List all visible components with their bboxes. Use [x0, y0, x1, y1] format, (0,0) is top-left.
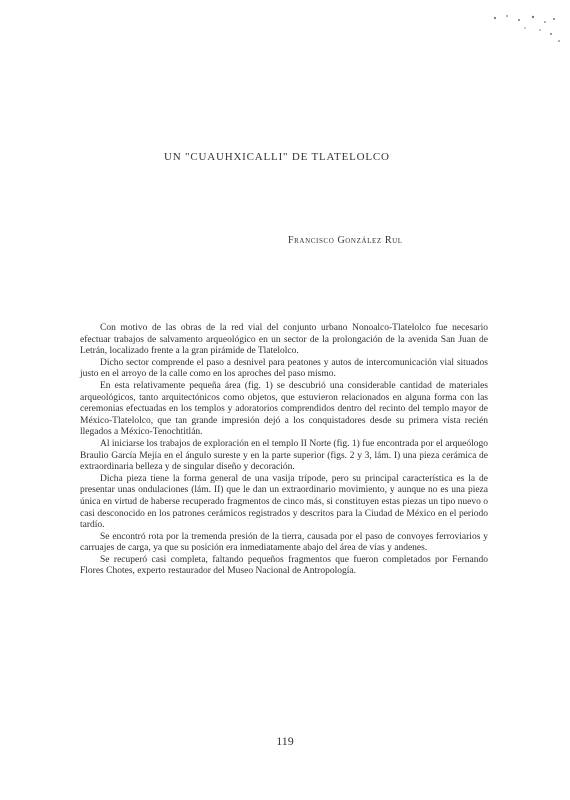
paragraph-1: Con motivo de las obras de la red vial del conjunto urbano Nonoalco-Tlatelolco fue necesario efectuar trabajos de salvamento arqueológico en un sector de la prolongación de la avenida San Juan de Letrán, localizado frente a la gran pirámide de Tlatelolco. — [80, 323, 488, 357]
scan-speckle-marks — [455, 10, 565, 50]
article-title: UN "CUAUHXICALLI" DE TLATELOLCO — [164, 151, 390, 163]
paragraph-3: En esta relativamente pequeña área (fig. 1) se descubrió una considerable cantidad de materiales arqueológicos, tanto arquitectónicos como objetos, que estuvieron relacionados en alguna forma con las ceremonias efectuadas en los templos y adoratorios comprendidos dentro del recinto del templo mayor de México-Tlatelolco, que tan grande impresión dejó a los conquistadores desde su primera vista recién llegados a México-Tenochtitlán. — [80, 380, 488, 438]
paragraph-7: Se recuperó casi completa, faltando pequeños fragmentos que fueron completados por Fernando Flores Chotes, experto restaurador del Museo Nacional de Antropología. — [80, 554, 488, 577]
article-author: Francisco González Rul — [288, 235, 403, 246]
page-number: 119 — [276, 734, 294, 748]
paragraph-5: Dicha pieza tiene la forma general de una vasija trípode, pero su principal característica es la de presentar unas ondulaciones (lám. II) que le dan un extraordinario movimiento, y aunque no es una pieza única en virtud de haberse recuperado fragmentos de cinco más, si constituyen estas piezas un tipo nuevo o casi desconocido en los patrones cerámicos registrados y descritos para la Ciudad de México en el periodo tardío. — [80, 473, 488, 531]
paragraph-2: Dicho sector comprende el paso a desnivel para peatones y autos de intercomunicación vial situados justo en el arroyo de la calle como en los aproches del paso mismo. — [80, 357, 488, 380]
paragraph-4: Al iniciarse los trabajos de exploración en el templo II Norte (fig. 1) fue encontrada por el arqueólogo Braulio García Mejía en el ángulo sureste y en la parte superior (figs. 2 y 3, lám. I) una pieza cerámica de extraordinaria belleza y de singular diseño y decoración. — [80, 438, 488, 473]
paragraph-6: Se encontró rota por la tremenda presión de la tierra, causada por el paso de convoyes ferroviarios y carruajes de carga, ya que su posición era inmediatamente abajo del área de vías y andenes. — [80, 531, 488, 554]
article-body — [80, 323, 488, 578]
